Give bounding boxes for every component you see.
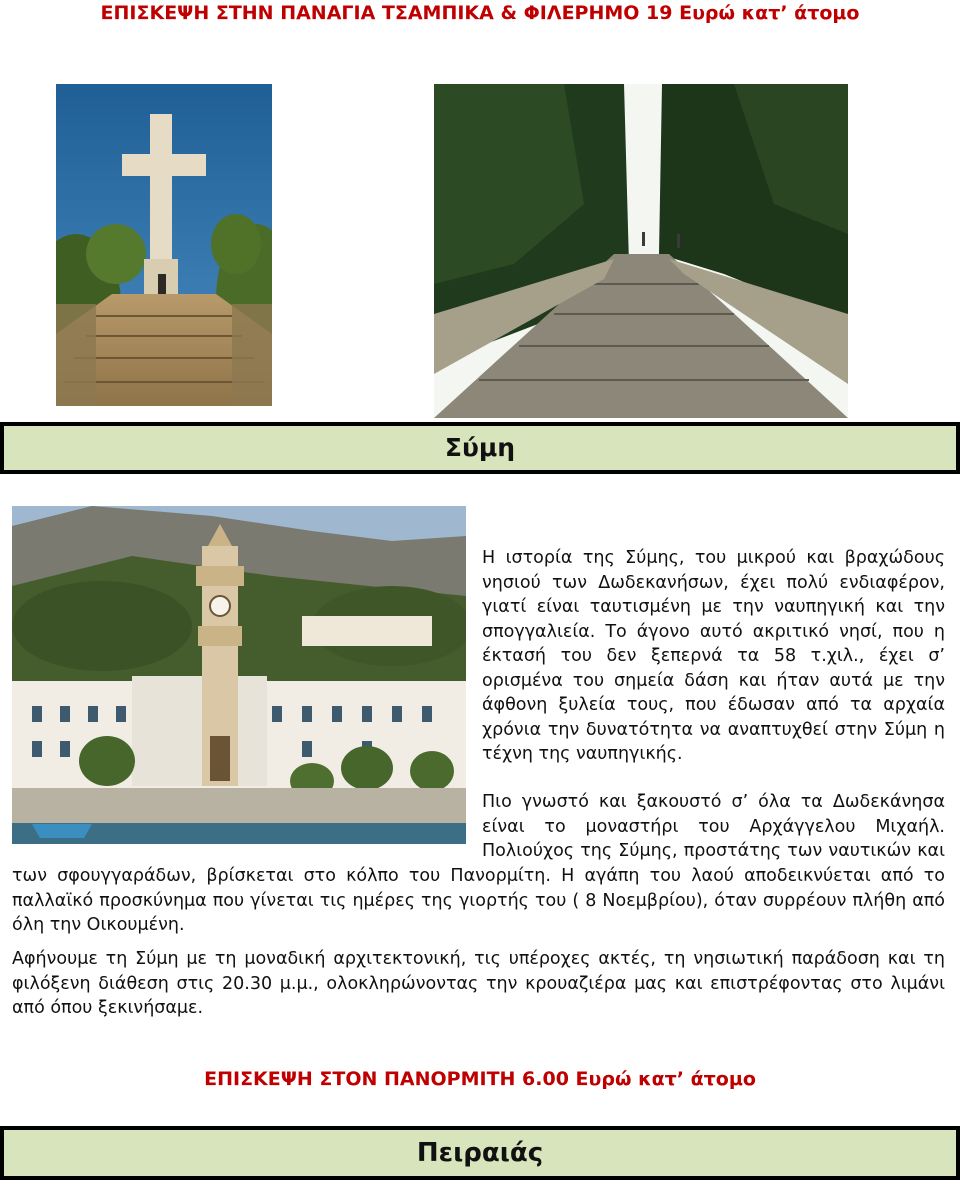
text-line: άφθονη ξυλεία τους, που έδωσαν από τα αρχαία [482,695,945,715]
panormitis-visit-heading: ΕΠΙΣΚΕΨΗ ΣΤΟΝ ΠΑΝΟΡΜΙΤΗ 6.00 Ευρώ κατ’ άτομο [204,1068,756,1090]
section-title-symi: Σύμη [444,433,516,462]
section-banner-symi [0,422,960,474]
text-line: γιατί είναι ταυτισμένη με την ναυπηγική και την [482,597,945,617]
text-line: Πιο γνωστό και ξακουστό σ’ όλα τα Δωδεκάνησα [482,792,945,812]
cypress-path-photo [434,84,848,418]
text-line: Πολιούχος της Σύμης, προστάτης των ναυτικών και [482,841,945,861]
filerimos-cross-photo [56,84,272,406]
text-line: είναι το μοναστήρι του Αρχάγγελου Μιχαήλ. [482,816,945,837]
symi-history-paragraph [482,546,945,767]
tsampika-filerimos-heading: ΕΠΙΣΚΕΨΗ ΣΤΗΝ ΠΑΝΑΓΙΑ ΤΣΑΜΠΙΚΑ & ΦΙΛΕΡΗΜΟ 19 Ευρώ κατ’ άτομο [100,2,860,24]
text-line: τέχνη της ναυπηγικής. [482,744,683,764]
section-title-piraeus: Πειραιάς [416,1138,544,1168]
text-line: χρόνια την δυνατότητα να αναπτυχθεί στην Σύμη η [482,719,945,740]
text-line: ορισμένα του σημεία δάση και ήταν αυτά με την [482,670,945,691]
section-banner-piraeus [0,1126,960,1180]
panormitis-monastery-photo [12,506,466,844]
text-line: σπογγαλιεία. Το άγονο αυτό ακριτικό νησί, που η [482,621,945,642]
text-line: έκτασή του δεν ξεπερνά τα 58 τ.χιλ., έχει σ’ [482,646,945,666]
departure-paragraph: Αφήνουμε τη Σύμη με τη μοναδική αρχιτεκτονική, τις υπέροχες ακτές, τη νησιωτική παράδοση και τη φιλόξενη διάθεση στις 20.30 μ.μ., ολοκληρώνοντας την κρουαζιέρα μας και επιστρέφοντας στο λιμάνι από όπου ξεκινήσαμε. [12,949,945,1018]
text-line: νησιού των Δωδεκανήσων, έχει πολύ ενδιαφέρον, [482,572,945,593]
archangel-monastery-paragraph-rest: των σφουγγαράδων, βρίσκεται στο κόλπο του Πανορμίτη. Η αγάπη του λαού αποδεικνύεται από το παλλαϊκό προσκύνημα που γίνεται τις ημέρες της γιορτής του ( 8 Νοεμβρίου), όταν συρρέουν πλήθη από όλη την Οικουμένη. [12,866,945,935]
text-line: Η ιστορία της Σύμης, του μικρού και βραχώδους [482,548,945,568]
archangel-monastery-paragraph-start [482,790,945,864]
